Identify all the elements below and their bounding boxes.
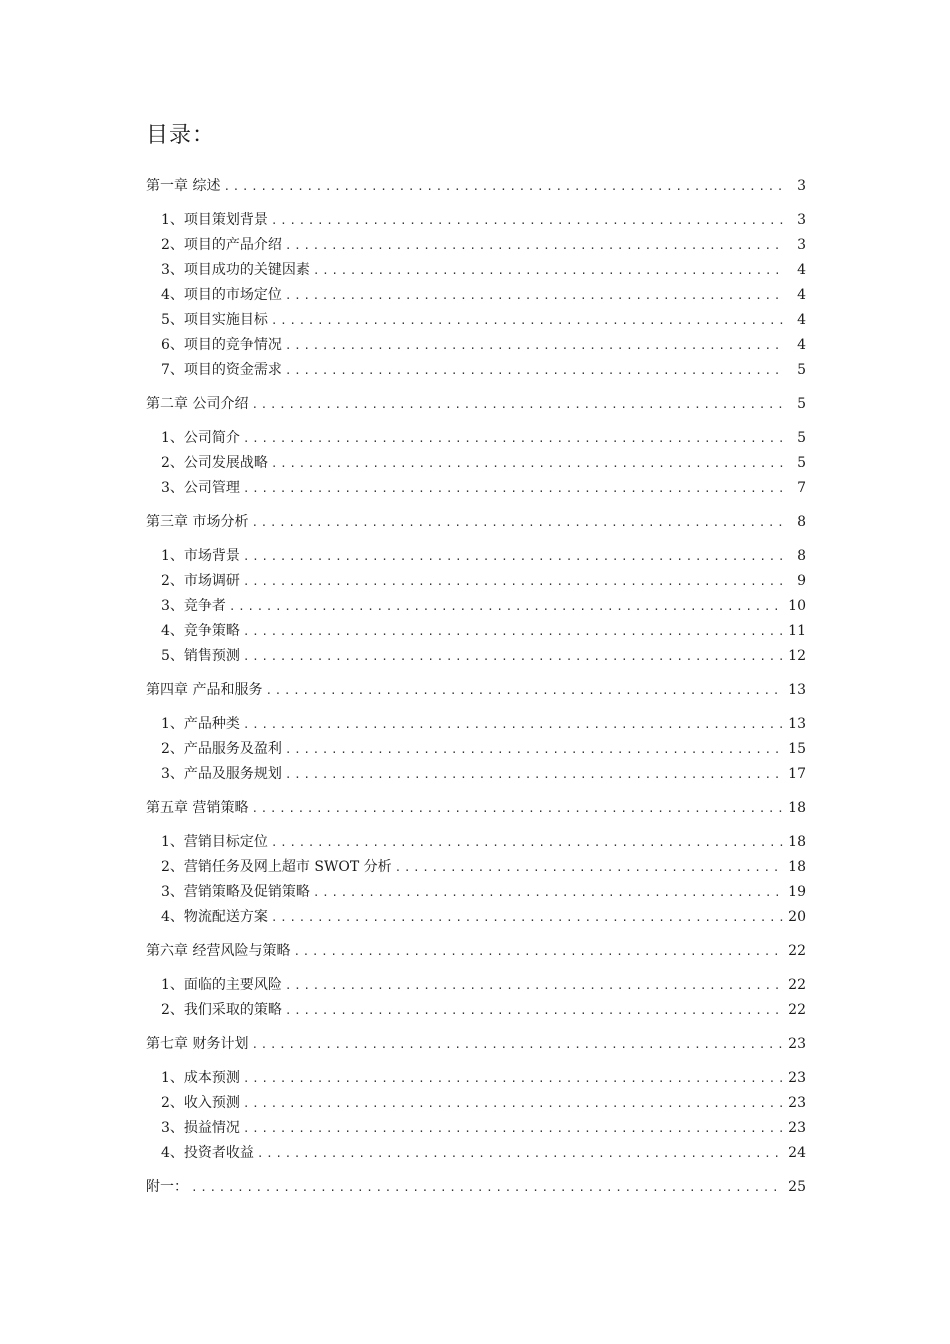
dot-leader [271, 836, 783, 849]
toc-entry-label: 2、公司发展战略 [161, 455, 268, 471]
toc-entry-label: 第五章 营销策略 [146, 800, 249, 816]
toc-page-number: 7 [797, 480, 806, 496]
toc-entry-label: 第六章 经营风险与策略 [146, 943, 291, 959]
toc-section-entry[interactable] [146, 999, 806, 1024]
toc-page-number: 18 [788, 834, 806, 850]
dot-leader [285, 979, 783, 992]
toc-entry-label: 3、公司管理 [161, 480, 240, 496]
toc-page-number: 22 [788, 943, 806, 959]
toc-entry-label: 2、项目的产品介绍 [161, 237, 282, 253]
toc-entry-label: 1、市场背景 [161, 548, 240, 564]
dot-leader [285, 339, 783, 352]
toc-entry-label: 第四章 产品和服务 [146, 682, 263, 698]
toc-page-number: 13 [788, 682, 806, 698]
dot-leader [271, 457, 783, 470]
toc-section-entry[interactable] [146, 831, 806, 856]
toc-entry-label: 1、营销目标定位 [161, 834, 268, 850]
dot-leader [251, 516, 783, 529]
toc-page-number: 4 [797, 287, 806, 303]
dot-leader [285, 768, 783, 781]
dot-leader [223, 180, 783, 193]
toc-section-entry[interactable] [146, 545, 806, 570]
toc-page-number: 3 [797, 178, 806, 194]
toc-section-entry[interactable] [146, 645, 806, 670]
toc-page-number: 18 [788, 859, 806, 875]
toc-page-number: 10 [788, 598, 806, 614]
toc-entry-label: 4、投资者收益 [161, 1145, 254, 1161]
toc-entry-label: 3、项目成功的关键因素 [161, 262, 310, 278]
toc-page-number: 5 [797, 362, 806, 378]
toc-section-entry[interactable] [146, 209, 806, 234]
toc-entry-label: 2、产品服务及盈利 [161, 741, 282, 757]
toc-entry-label: 5、销售预测 [161, 648, 240, 664]
toc-section-entry[interactable] [146, 906, 806, 931]
dot-leader [251, 802, 783, 815]
toc-section-entry[interactable] [146, 881, 806, 906]
toc-section-entry[interactable] [146, 595, 806, 620]
toc-page-number: 23 [788, 1095, 806, 1111]
toc-chapter-entry[interactable] [146, 175, 806, 200]
toc-entry-label: 2、营销任务及网上超市 SWOT 分析 [161, 859, 392, 875]
toc-section-entry[interactable] [146, 713, 806, 738]
toc-entry-label: 4、项目的市场定位 [161, 287, 282, 303]
dot-leader [251, 398, 783, 411]
toc-page-number: 5 [797, 455, 806, 471]
dot-leader [191, 1181, 783, 1194]
toc-entry-label: 1、项目策划背景 [161, 212, 268, 228]
toc-page-number: 4 [797, 262, 806, 278]
toc-entry-label: 2、我们采取的策略 [161, 1002, 282, 1018]
dot-leader [243, 1097, 783, 1110]
dot-leader [293, 945, 783, 958]
dot-leader [243, 650, 783, 663]
toc-entry-label: 1、产品种类 [161, 716, 240, 732]
dot-leader [243, 550, 783, 563]
toc-page-number: 4 [797, 312, 806, 328]
dot-leader [285, 743, 783, 756]
toc-page-number: 17 [788, 766, 806, 782]
dot-leader [285, 364, 783, 377]
toc-section-entry[interactable] [146, 1092, 806, 1117]
toc-section-entry[interactable] [146, 234, 806, 259]
toc-section-entry[interactable] [146, 738, 806, 763]
toc-page-number: 9 [797, 573, 806, 589]
toc-section-entry[interactable] [146, 763, 806, 788]
dot-leader [251, 1038, 783, 1051]
dot-leader [271, 314, 783, 327]
toc-section-entry[interactable] [146, 1067, 806, 1092]
toc-page-number: 15 [788, 741, 806, 757]
toc-entry-label: 3、竞争者 [161, 598, 226, 614]
toc-entry-label: 3、营销策略及促销策略 [161, 884, 310, 900]
toc-page-number: 24 [788, 1145, 806, 1161]
toc-entry-label: 附一： [146, 1179, 188, 1195]
dot-leader [313, 264, 783, 277]
toc-page-number: 20 [788, 909, 806, 925]
toc-chapter-entry[interactable] [146, 511, 806, 536]
toc-section-entry[interactable] [146, 974, 806, 999]
toc-entry-label: 4、竞争策略 [161, 623, 240, 639]
toc-page-number: 4 [797, 337, 806, 353]
toc-section-entry[interactable] [146, 359, 806, 384]
toc-entry-label: 7、项目的资金需求 [161, 362, 282, 378]
toc-chapter-entry[interactable] [146, 393, 806, 418]
toc-entry-label: 1、公司简介 [161, 430, 240, 446]
toc-section-entry[interactable] [146, 259, 806, 284]
dot-leader [257, 1147, 783, 1160]
dot-leader [243, 1072, 783, 1085]
toc-section-entry[interactable] [146, 284, 806, 309]
dot-leader [265, 684, 783, 697]
toc-page-number: 23 [788, 1120, 806, 1136]
toc-page-number: 3 [797, 212, 806, 228]
toc-entry-label: 4、物流配送方案 [161, 909, 268, 925]
dot-leader [285, 239, 783, 252]
dot-leader [243, 482, 783, 495]
dot-leader [395, 861, 783, 874]
dot-leader [243, 432, 783, 445]
toc-section-entry[interactable] [146, 427, 806, 452]
toc-section-entry[interactable] [146, 334, 806, 359]
toc-entry-label: 2、市场调研 [161, 573, 240, 589]
dot-leader [313, 886, 783, 899]
toc-entry-label: 3、损益情况 [161, 1120, 240, 1136]
dot-leader [271, 214, 783, 227]
toc-section-entry[interactable] [146, 309, 806, 334]
toc-page-number: 19 [788, 884, 806, 900]
toc-page-number: 11 [788, 623, 806, 639]
toc-section-entry[interactable] [146, 620, 806, 645]
toc-page-number: 23 [788, 1036, 806, 1052]
toc-entry-label: 1、成本预测 [161, 1070, 240, 1086]
toc-section-entry[interactable] [146, 570, 806, 595]
toc-page-number: 22 [788, 1002, 806, 1018]
dot-leader [285, 289, 783, 302]
dot-leader [229, 600, 783, 613]
toc-entry-label: 1、面临的主要风险 [161, 977, 282, 993]
dot-leader [243, 575, 783, 588]
table-of-contents [146, 172, 806, 1210]
toc-entry-label: 6、项目的竞争情况 [161, 337, 282, 353]
toc-section-entry[interactable] [146, 1117, 806, 1142]
toc-entry-label: 第三章 市场分析 [146, 514, 249, 530]
dot-leader [243, 718, 783, 731]
toc-page-number: 22 [788, 977, 806, 993]
toc-page-number: 3 [797, 237, 806, 253]
toc-entry-label: 第七章 财务计划 [146, 1036, 249, 1052]
toc-entry-label: 第一章 综述 [146, 178, 221, 194]
toc-entry-label: 3、产品及服务规划 [161, 766, 282, 782]
toc-chapter-entry[interactable] [146, 1176, 806, 1201]
toc-section-entry[interactable] [146, 477, 806, 502]
dot-leader [243, 625, 783, 638]
toc-page-number: 25 [788, 1179, 806, 1195]
toc-page-number: 5 [797, 396, 806, 412]
toc-entry-label: 2、收入预测 [161, 1095, 240, 1111]
dot-leader [243, 1122, 783, 1135]
toc-chapter-entry[interactable] [146, 679, 806, 704]
toc-page-number: 8 [797, 548, 806, 564]
toc-entry-label: 第二章 公司介绍 [146, 396, 249, 412]
toc-page-number: 23 [788, 1070, 806, 1086]
toc-page-number: 8 [797, 514, 806, 530]
toc-title: 目录： [146, 123, 216, 148]
toc-section-entry[interactable] [146, 856, 806, 881]
dot-leader [271, 911, 783, 924]
toc-page-number: 5 [797, 430, 806, 446]
toc-entry-label: 5、项目实施目标 [161, 312, 268, 328]
toc-page-number: 13 [788, 716, 806, 732]
toc-chapter-entry[interactable] [146, 940, 806, 965]
toc-chapter-entry[interactable] [146, 797, 806, 822]
toc-page-number: 12 [788, 648, 806, 664]
toc-page-number: 18 [788, 800, 806, 816]
toc-chapter-entry[interactable] [146, 1033, 806, 1058]
toc-section-entry[interactable] [146, 452, 806, 477]
toc-section-entry[interactable] [146, 1142, 806, 1167]
dot-leader [285, 1004, 783, 1017]
